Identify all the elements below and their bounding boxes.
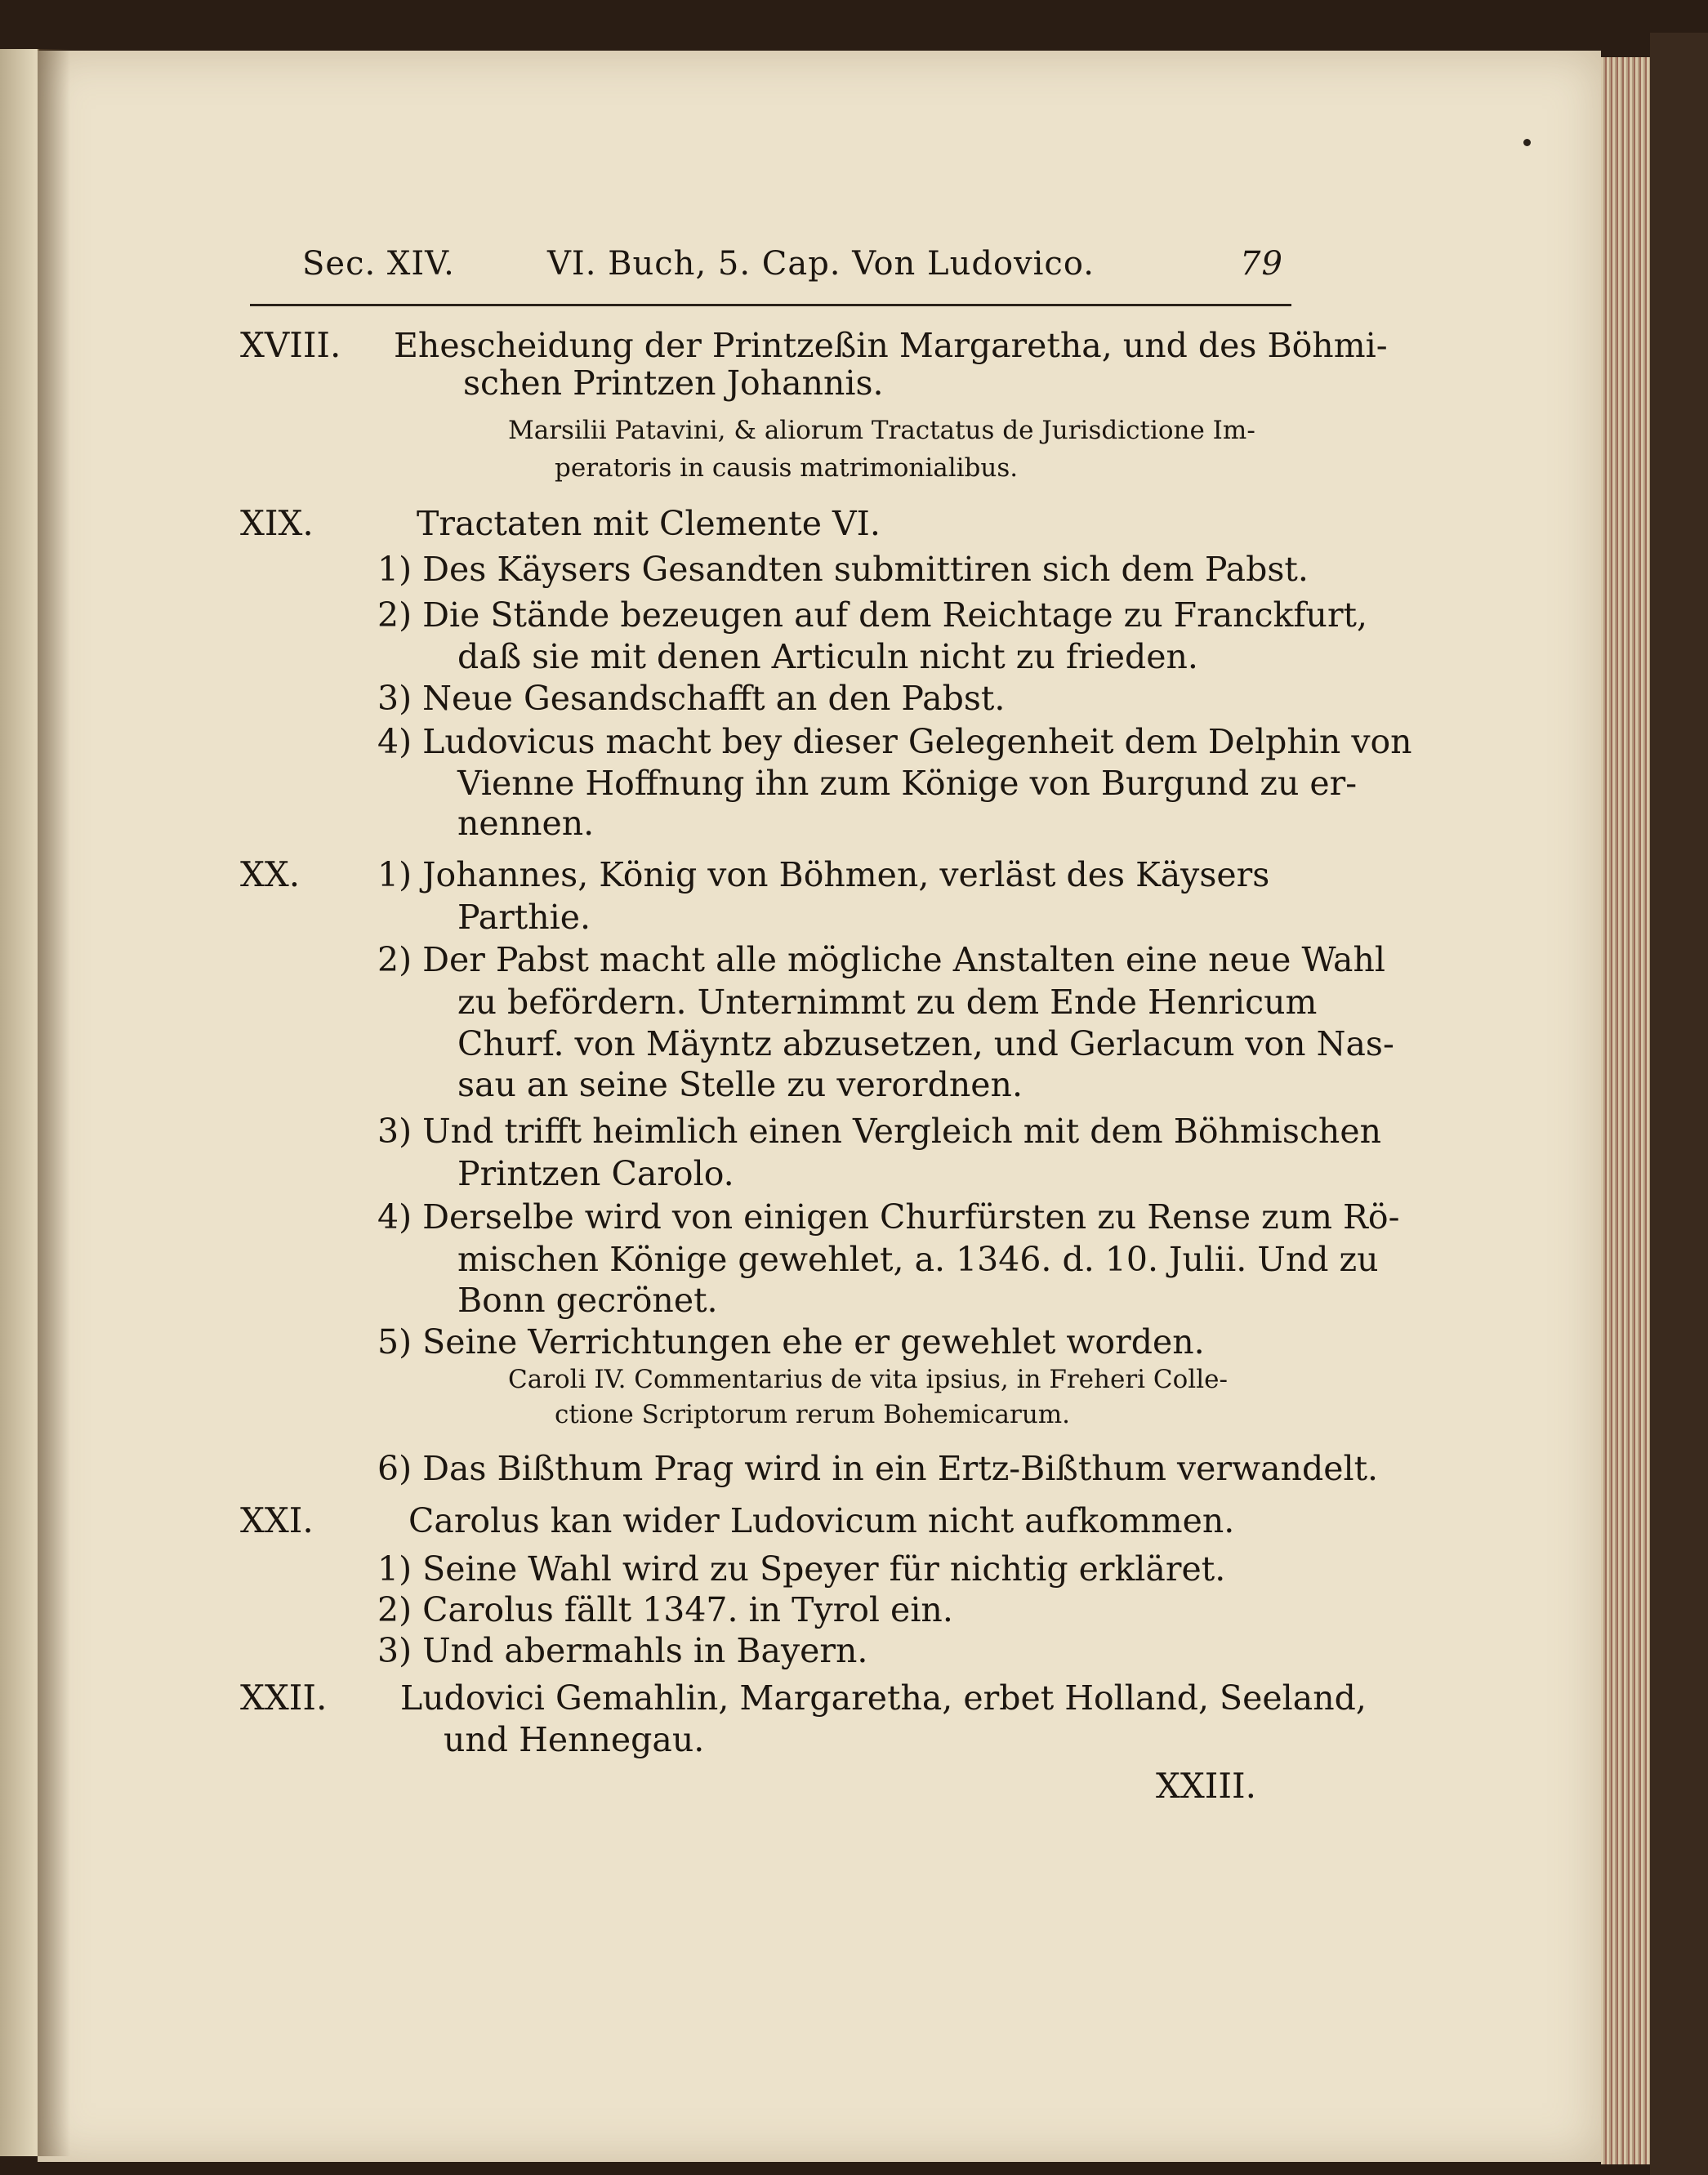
- entry-line: Parthie.: [457, 898, 591, 937]
- entry-line: 2) Carolus fällt 1347. in Tyrol ein.: [377, 1590, 953, 1629]
- citation-note: peratoris in causis matrimonialibus.: [555, 453, 1019, 483]
- entry-line: 4) Ludovicus macht bey dieser Gelegenheit dem Delphin von: [377, 722, 1412, 761]
- book-cover: [1650, 33, 1708, 2175]
- entry-line: Printzen Carolo.: [457, 1154, 734, 1193]
- section-number: XVIII.: [240, 325, 341, 365]
- entry-line: Ludovici Gemahlin, Margaretha, erbet Holland, Seeland,: [400, 1678, 1367, 1718]
- entry-line: 4) Derselbe wird von einigen Churfürsten zu Rense zum Rö-: [377, 1197, 1400, 1237]
- entry-line: 2) Der Pabst macht alle mögliche Anstalten eine neue Wahl: [377, 940, 1385, 979]
- entry-line: sau an seine Stelle zu verordnen.: [457, 1065, 1023, 1104]
- catchword: XXIII.: [1156, 1766, 1256, 1806]
- entry-line: 3) Und abermahls in Bayern.: [377, 1631, 868, 1670]
- header-section: Sec. XIV.: [302, 245, 455, 283]
- entry-line: schen Printzen Johannis.: [463, 363, 884, 403]
- entry-line: 6) Das Bißthum Prag wird in ein Ertz-Bißthum verwandelt.: [377, 1449, 1379, 1488]
- entry-line: Vienne Hoffnung ihn zum Könige von Burgund zu er-: [457, 764, 1358, 803]
- ink-spot: [1523, 139, 1531, 146]
- citation-note: Caroli IV. Commentarius de vita ipsius, in Freheri Colle-: [508, 1365, 1228, 1394]
- entry-line: zu befördern. Unternimmt zu dem Ende Henricum: [457, 983, 1318, 1022]
- page-number: 79: [1240, 245, 1283, 283]
- citation-note: Marsilii Patavini, & aliorum Tractatus de Jurisdictione Im-: [508, 416, 1255, 445]
- gutter-shadow: [38, 49, 70, 2156]
- section-number: XX.: [240, 854, 301, 894]
- entry-line: 1) Johannes, König von Böhmen, verläst des Käysers: [377, 855, 1270, 894]
- entry-line: Carolus kan wider Ludovicum nicht aufkommen.: [408, 1501, 1235, 1540]
- entry-line: 1) Seine Wahl wird zu Speyer für nichtig erkläret.: [377, 1549, 1226, 1589]
- entry-line: mischen Könige gewehlet, a. 1346. d. 10. Julii. Und zu: [457, 1240, 1379, 1279]
- section-number: XXI.: [240, 1500, 314, 1540]
- entry-line: 3) Neue Gesandschafft an den Pabst.: [377, 679, 1006, 718]
- entry-line: 5) Seine Verrichtungen ehe er gewehlet worden.: [377, 1322, 1205, 1362]
- header-title: VI. Buch, 5. Cap. Von Ludovico.: [547, 245, 1095, 283]
- section-number: XIX.: [240, 503, 314, 543]
- section-number: XXII.: [240, 1678, 328, 1718]
- entry-line: Tractaten mit Clemente VI.: [417, 504, 881, 543]
- entry-line: nennen.: [457, 804, 595, 843]
- entry-line: 1) Des Käysers Gesandten submittiren sich dem Pabst.: [377, 550, 1309, 589]
- header-rule: [250, 304, 1291, 306]
- entry-line: Churf. von Mäyntz abzusetzen, und Gerlacum von Nas-: [457, 1024, 1394, 1063]
- running-header: [270, 240, 1299, 289]
- entry-line: daß sie mit denen Articuln nicht zu frieden.: [457, 637, 1198, 676]
- entry-line: 2) Die Stände bezeugen auf dem Reichtage zu Franckfurt,: [377, 595, 1368, 635]
- page-edges: [1601, 57, 1650, 2164]
- entry-line: und Hennegau.: [444, 1720, 705, 1759]
- entry-line: Ehescheidung der Printzeßin Margaretha, und des Böhmi-: [394, 326, 1388, 365]
- facing-page-edge: [0, 49, 39, 2156]
- entry-line: Bonn gecrönet.: [457, 1281, 718, 1320]
- entry-line: 3) Und trifft heimlich einen Vergleich mit dem Böhmischen: [377, 1112, 1381, 1151]
- citation-note: ctione Scriptorum rerum Bohemicarum.: [555, 1400, 1071, 1429]
